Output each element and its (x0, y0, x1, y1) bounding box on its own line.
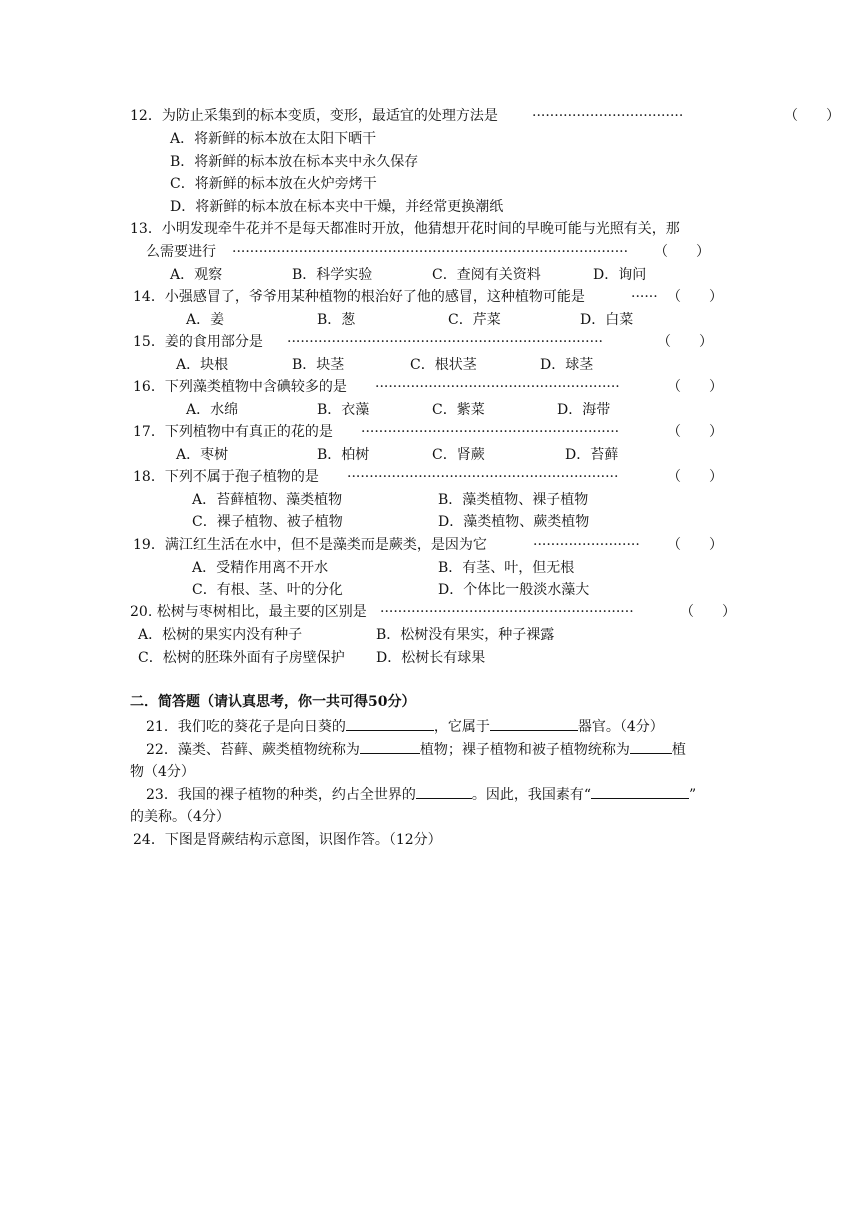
q12-option-b: B．将新鲜的标本放在标本夹中永久保存 (170, 154, 419, 170)
question-13-text: 13．小明发现牵牛花并不是每天都准时开放，他猜想开花时间的早晚可能与光照有关，那 (130, 221, 680, 237)
q23-part-d: 的美称。（4分） (130, 809, 230, 825)
q17-option-c: C．肾蕨 (432, 447, 485, 463)
question-19 (133, 535, 753, 555)
q17-option-b: B．柏树 (317, 447, 370, 463)
question-20 (130, 602, 750, 622)
section-2-title: 二．简答题（请认真思考，你一共可得50分） (130, 694, 416, 710)
q18-option-d: D．藻类植物、蕨类植物 (438, 514, 590, 530)
q14-option-a: A．姜 (186, 312, 225, 328)
answer-paren: （ ） (657, 334, 713, 350)
question-24: 24．下图是肾蕨结构示意图，识图作答。（12分） (133, 832, 442, 848)
question-17-text: 17．下列植物中有真正的花的是 (133, 424, 333, 440)
answer-blank[interactable] (346, 716, 434, 731)
q12-option-a: A．将新鲜的标本放在太阳下晒干 (170, 131, 377, 147)
q16-option-c: C．紫菜 (432, 402, 485, 418)
leader-dots: ·························································· (361, 424, 620, 440)
q13-option-d: D．询问 (593, 267, 647, 283)
q22-part-b: 植物；裸子植物和被子植物统称为 (419, 742, 630, 758)
q17-option-a: A．枣树 (176, 447, 229, 463)
leader-dots: ······················································· (375, 379, 620, 395)
leader-dots: ·································· (532, 108, 684, 124)
q23-part-c: ” (689, 787, 697, 803)
question-12-text: 12．为防止采集到的标本变质，变形，最适宜的处理方法是 (130, 108, 498, 124)
q21-part-b: ，它属于 (433, 719, 490, 735)
q15-option-c: C．根状茎 (410, 357, 477, 373)
answer-paren: （ ） (667, 379, 723, 395)
q18-option-b: B．藻类植物、裸子植物 (438, 492, 589, 508)
question-16-text: 16．下列藻类植物中含碘较多的是 (133, 379, 347, 395)
q18-option-c: C．裸子植物、被子植物 (192, 514, 343, 530)
q19-option-b: B．有茎、叶，但无根 (438, 560, 575, 576)
q22-part-d: 物（4分） (130, 764, 195, 780)
question-18-text: 18．下列不属于孢子植物的是 (133, 469, 319, 485)
q13-option-b: B．科学实验 (292, 267, 373, 283)
q23-part-b: 。因此，我国素有“ (471, 787, 591, 803)
answer-blank[interactable] (591, 784, 689, 799)
question-21 (146, 716, 664, 737)
q13-option-a: A．观察 (170, 267, 223, 283)
leader-dots: ························································· (380, 604, 634, 620)
question-23 (146, 784, 696, 805)
question-15 (133, 332, 753, 352)
q16-option-a: A．水绵 (186, 402, 239, 418)
q18-option-a: A．苔藓植物、藻类植物 (192, 492, 343, 508)
answer-blank[interactable] (490, 716, 578, 731)
q13-option-c: C．查阅有关资料 (432, 267, 541, 283)
q15-option-d: D．球茎 (540, 357, 594, 373)
leader-dots: ························ (533, 537, 640, 553)
q14-option-b: B．葱 (317, 312, 356, 328)
question-14-text: 14．小强感冒了，爷爷用某种植物的根治好了他的感冒，这种植物可能是 (133, 289, 585, 305)
answer-paren: （ ） (654, 244, 710, 260)
q12-option-d: D．将新鲜的标本放在标本夹中干燥，并经常更换潮纸 (170, 199, 504, 215)
q22-part-a: 22．藻类、苔藓、蕨类植物统称为 (146, 742, 360, 758)
question-12 (130, 106, 840, 126)
q23-part-a: 23．我国的裸子植物的种类，约占全世界的 (146, 787, 416, 803)
answer-paren: （ ） (667, 537, 723, 553)
q20-option-d: D．松树长有球果 (376, 650, 486, 666)
leader-dots: ························································································· (232, 244, 629, 260)
q15-option-b: B．块茎 (292, 357, 345, 373)
q21-part-a: 21．我们吃的葵花子是向日葵的 (146, 719, 346, 735)
question-18 (133, 467, 753, 487)
question-14 (133, 287, 753, 307)
question-13-continued (146, 242, 746, 262)
q17-option-d: D．苔藓 (565, 447, 619, 463)
leader-dots: ······ (631, 289, 658, 305)
q16-option-d: D．海带 (557, 402, 611, 418)
answer-paren: （ ） (667, 469, 723, 485)
leader-dots: ····························································· (347, 469, 619, 485)
answer-blank[interactable] (360, 739, 420, 754)
question-13 (130, 219, 740, 239)
q19-option-a: A．受精作用离不开水 (192, 560, 329, 576)
q20-option-b: B．松树没有果实，种子裸露 (376, 627, 555, 643)
answer-paren: （ ） (667, 424, 723, 440)
question-20-text: 20. 松树与枣树相比，最主要的区别是 (130, 604, 367, 620)
q20-option-c: C．松树的胚珠外面有子房壁保护 (138, 650, 345, 666)
q21-part-c: 器官。（4分） (577, 719, 664, 735)
question-17 (133, 422, 753, 442)
q16-option-b: B．衣藻 (317, 402, 370, 418)
leader-dots: ······································································· (287, 334, 603, 350)
q19-option-c: C．有根、茎、叶的分化 (192, 582, 343, 598)
answer-paren: （ ） (680, 604, 736, 620)
q14-option-c: C．芹菜 (448, 312, 501, 328)
q22-part-c: 植 (671, 742, 686, 758)
q20-option-a: A．松树的果实内没有种子 (138, 627, 303, 643)
q15-option-a: A．块根 (176, 357, 229, 373)
question-22 (146, 739, 686, 760)
question-15-text: 15．姜的食用部分是 (133, 334, 263, 350)
q14-option-d: D．白菜 (580, 312, 634, 328)
answer-paren: （ ） (667, 289, 723, 305)
answer-paren: （ ） (784, 108, 840, 124)
answer-blank[interactable] (630, 739, 672, 754)
q12-option-c: C．将新鲜的标本放在火炉旁烤干 (170, 176, 377, 192)
question-16 (133, 377, 753, 397)
question-19-text: 19．满江红生活在水中，但不是藻类而是蕨类，是因为它 (133, 537, 487, 553)
q19-option-d: D．个体比一般淡水藻大 (438, 582, 590, 598)
answer-blank[interactable] (416, 784, 472, 799)
question-13-cont-text: 么需要进行 (146, 244, 216, 260)
